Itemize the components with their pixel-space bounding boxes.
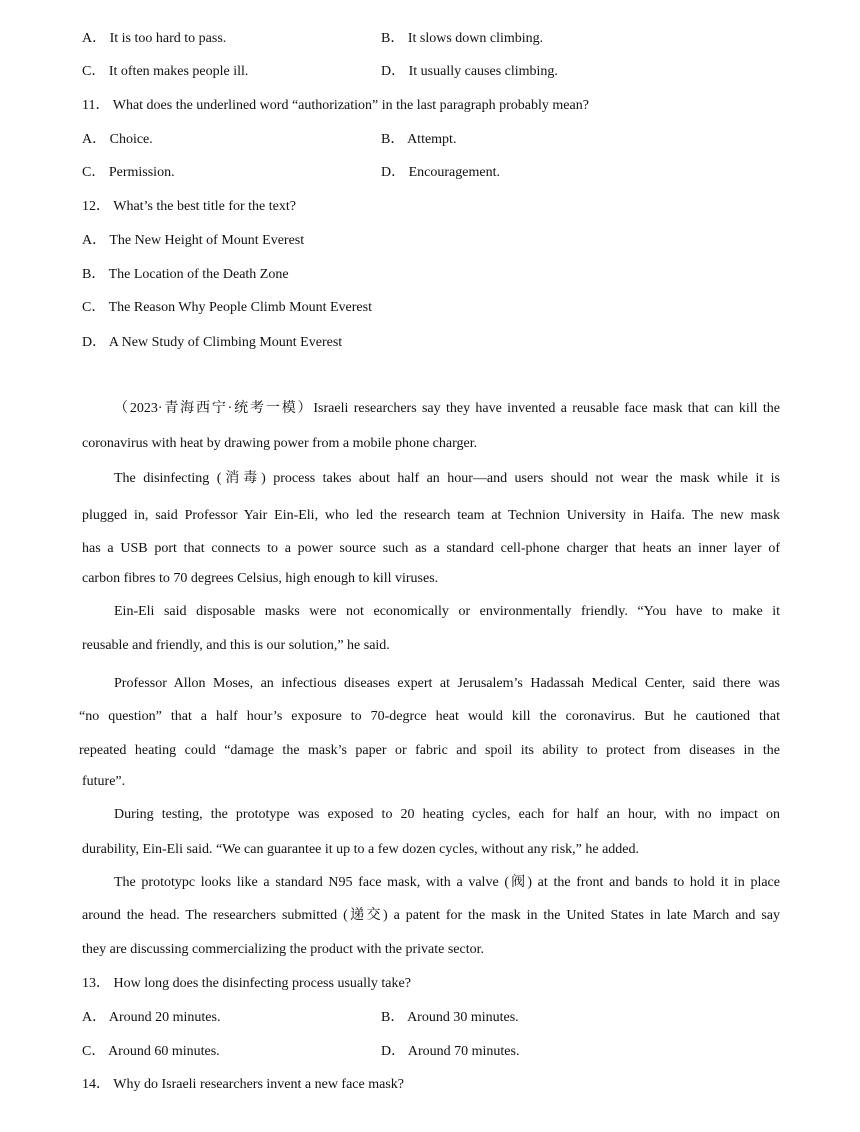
q13-option-c: C． Around 60 minutes.: [82, 1044, 220, 1059]
passage-p4-line3: repeated heating could “damage the mask’s paper or fabric and spoil its ability to protect from diseases in the: [79, 743, 780, 758]
passage-p3-line1: Ein-Eli said disposable masks were not economically or environmentally friendly. “You have to make it: [114, 604, 780, 619]
q14-stem: 14． Why do Israeli researchers invent a new face mask?: [82, 1077, 404, 1092]
q12-option-a: A． The New Height of Mount Everest: [82, 233, 305, 248]
q12-option-d: D． A New Study of Climbing Mount Everest: [82, 335, 343, 350]
passage-p2-line2: plugged in, said Professor Yair Ein-Eli, who led the research team at Technion University in Haifa. The new mask: [82, 508, 780, 523]
passage-p6-line1: The prototypc looks like a standard N95 face mask, with a valve (阀) at the front and bands to hold it in place: [114, 875, 780, 890]
passage-p3-line2: reusable and friendly, and this is our solution,” he said.: [82, 638, 390, 653]
q13-option-d: D． Around 70 minutes.: [381, 1044, 520, 1059]
passage-p2-line1: The disinfecting (消毒) process takes about half an hour—and users should not wear the mask while it is: [114, 471, 780, 486]
passage-p5-line1: During testing, the prototype was exposed to 20 heating cycles, each for half an hour, with no impact on: [114, 807, 780, 822]
q11-option-b: B． Attempt.: [381, 132, 457, 147]
passage-p5-line2: durability, Ein-Eli said. “We can guarantee it up to a few dozen cycles, without any risk,” he added.: [82, 842, 639, 857]
passage-p2-line3: has a USB port that connects to a power source such as a standard cell-phone charger that heats an inner layer of: [82, 541, 780, 556]
q12-option-b: B． The Location of the Death Zone: [82, 267, 289, 282]
q12-option-c: C． The Reason Why People Climb Mount Everest: [82, 300, 372, 315]
q11-option-c: C． Permission.: [82, 165, 175, 180]
passage-p2-line4: carbon fibres to 70 degrees Celsius, high enough to kill viruses.: [82, 571, 439, 586]
passage-p1-line2: coronavirus with heat by drawing power from a mobile phone charger.: [82, 436, 478, 451]
passage-p4-line4: future”.: [82, 774, 126, 789]
passage-p4-line2: “no question” that a half hour’s exposure to 70-degrce heat would kill the coronavirus. But he cautioned that: [79, 709, 780, 724]
q10-option-d: D． It usually causes climbing.: [381, 64, 558, 79]
q12-stem: 12． What’s the best title for the text?: [82, 199, 296, 214]
q10-option-b: B． It slows down climbing.: [381, 31, 544, 46]
passage-p6-line2: around the head. The researchers submitted (递交) a patent for the mask in the United States in late March and say: [82, 908, 780, 923]
passage-p6-line3: they are discussing commercializing the product with the private sector.: [82, 942, 484, 957]
q11-stem: 11． What does the underlined word “authorization” in the last paragraph probably mean?: [82, 98, 589, 113]
q13-option-b: B． Around 30 minutes.: [381, 1010, 519, 1025]
passage-p1-line1: （2023·青海西宁·统考一模）Israeli researchers say they have invented a reusable face mask that can kill the: [114, 401, 780, 416]
q13-stem: 13． How long does the disinfecting process usually take?: [82, 976, 411, 991]
q11-option-a: A． Choice.: [82, 132, 153, 147]
passage-p4-line1: Professor Allon Moses, an infectious diseases expert at Jerusalem’s Hadassah Medical Center, said there was: [114, 676, 780, 691]
q11-option-d: D． Encouragement.: [381, 165, 500, 180]
q13-option-a: A． Around 20 minutes.: [82, 1010, 221, 1025]
q10-option-a: A． It is too hard to pass.: [82, 31, 227, 46]
q10-option-c: C． It often makes people ill.: [82, 64, 249, 79]
